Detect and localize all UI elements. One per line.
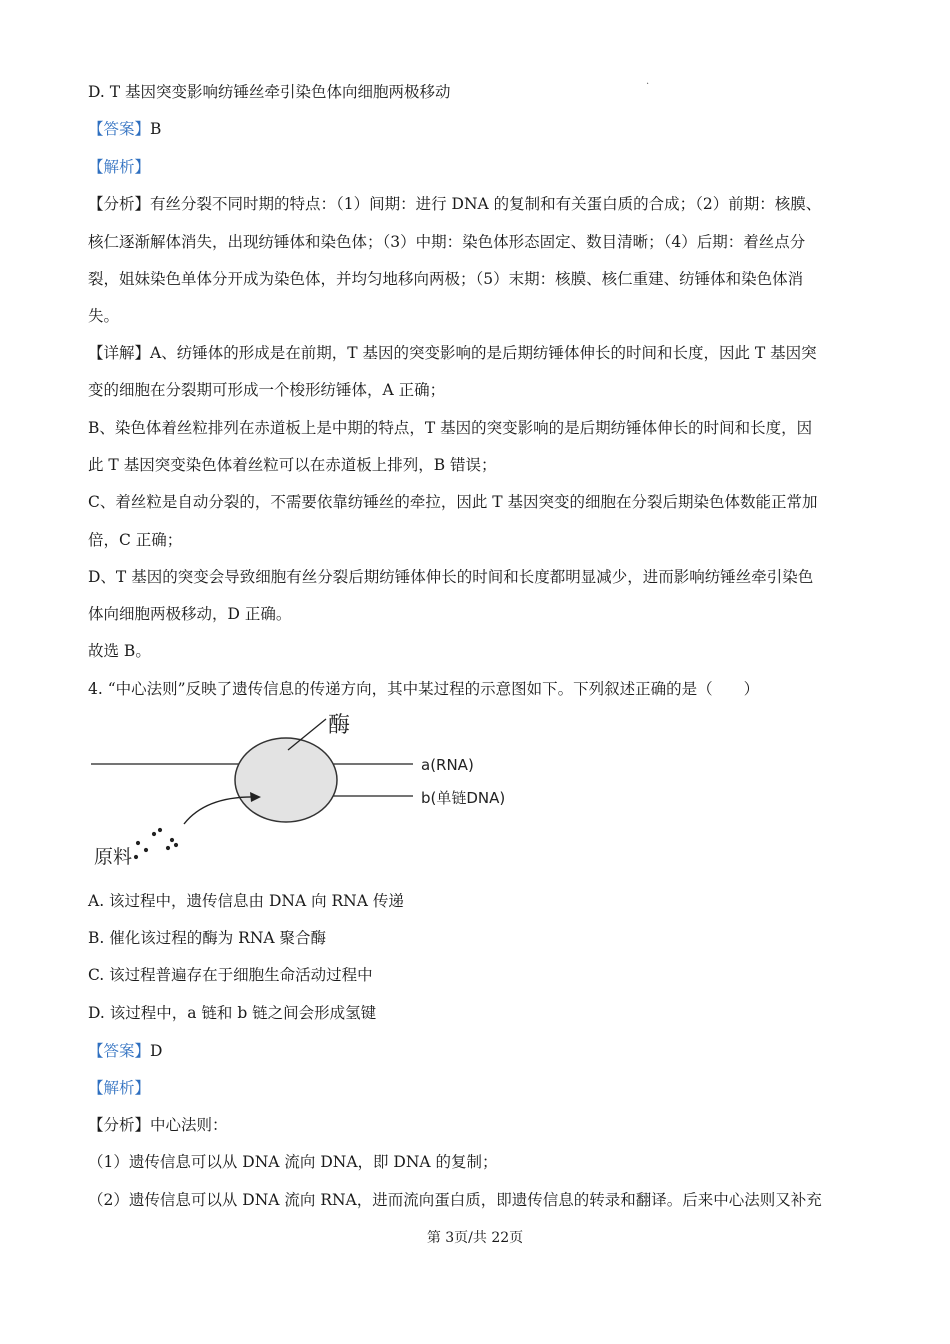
option-a: A. 该过程中，遗传信息由 DNA 向 RNA 传递 bbox=[88, 892, 404, 910]
option-d: D. 该过程中，a 链和 b 链之间会形成氢键 bbox=[88, 1004, 377, 1022]
answer-value: D bbox=[150, 1042, 163, 1060]
raw-material-dots bbox=[134, 828, 178, 859]
detail-tag: 【详解】 bbox=[88, 344, 151, 362]
detail-line-b2: 此 T 基因突变染色体着丝粒可以在赤道板上排列，B 错误； bbox=[88, 456, 497, 474]
answer-tag: 【答案】 bbox=[88, 120, 151, 138]
analysis-text: 中心法则： bbox=[150, 1116, 228, 1134]
explanation-tag-1: 【解析】 bbox=[88, 158, 151, 176]
analysis-tag: 【分析】 bbox=[88, 195, 151, 213]
detail-line-d2: 体向细胞两极移动，D 正确。 bbox=[88, 605, 292, 623]
stray-dot: . bbox=[646, 76, 650, 87]
explanation-tag-2: 【解析】 bbox=[88, 1079, 151, 1097]
answer-2 bbox=[88, 1041, 162, 1061]
analysis-2-line-1 bbox=[88, 1115, 228, 1135]
detail-line-c2: 倍，C 正确； bbox=[88, 531, 183, 549]
answer-value: B bbox=[150, 120, 162, 138]
strand-a-label: a(RNA) bbox=[421, 756, 474, 774]
analysis-2-line-3: （2）遗传信息可以从 DNA 流向 RNA，进而流向蛋白质，即遗传信息的转录和翻译。后来中心法则又补充 bbox=[88, 1191, 822, 1209]
analysis-text: 有丝分裂不同时期的特点：（1）间期：进行 DNA 的复制和有关蛋白质的合成；（2）前期：核膜、 bbox=[150, 195, 822, 213]
conclusion: 故选 B。 bbox=[88, 642, 151, 660]
detail-line-d1: D、T 基因的突变会导致细胞有丝分裂后期纺锤体伸长的时间和长度都明显减少，进而影响纺锤丝牵引染色 bbox=[88, 568, 814, 586]
analysis-tag: 【分析】 bbox=[88, 1116, 151, 1134]
analysis-1-line-3: 裂，姐妹染色单体分开成为染色体，并均匀地移向两极；（5）末期：核膜、核仁重建、纺锤体和染色体消 bbox=[88, 270, 804, 288]
detail-line-a2: 变的细胞在分裂期可形成一个梭形纺锤体，A 正确； bbox=[88, 381, 446, 399]
question-4: 4. “中心法则”反映了遗传信息的传递方向，其中某过程的示意图如下。下列叙述正确的是（ ） bbox=[88, 680, 760, 698]
detail-line-b1: B、染色体着丝粒排列在赤道板上是中期的特点，T 基因的突变影响的是后期纺锤体伸长的时间和长度，因 bbox=[88, 419, 813, 437]
analysis-2-line-2: （1）遗传信息可以从 DNA 流向 DNA，即 DNA 的复制； bbox=[88, 1153, 498, 1171]
transcription-diagram bbox=[88, 712, 548, 882]
option-c: C. 该过程普遍存在于细胞生命活动过程中 bbox=[88, 966, 373, 984]
enzyme-ellipse bbox=[235, 738, 337, 822]
option-d-prev: D. T 基因突变影响纺锤丝牵引染色体向细胞两极移动 bbox=[88, 83, 451, 101]
answer-tag: 【答案】 bbox=[88, 1042, 151, 1060]
enzyme-label: 酶 bbox=[328, 713, 351, 738]
analysis-1-line-1 bbox=[88, 194, 821, 214]
detail-text: A、纺锤体的形成是在前期，T 基因的突变影响的是后期纺锤体伸长的时间和长度，因此 T 基因突 bbox=[150, 344, 817, 362]
raw-material-label: 原料 bbox=[94, 846, 133, 868]
option-b: B. 催化该过程的酶为 RNA 聚合酶 bbox=[88, 929, 327, 947]
strand-b-label: b(单链DNA) bbox=[421, 789, 506, 807]
analysis-1-line-2: 核仁逐渐解体消失，出现纺锤体和染色体；（3）中期：染色体形态固定、数目清晰；（4）后期：着丝点分 bbox=[88, 233, 806, 251]
analysis-1-line-4: 失。 bbox=[88, 307, 120, 325]
page-footer: 第 3页/共 22页 bbox=[426, 1230, 524, 1246]
detail-line-c1: C、着丝粒是自动分裂的，不需要依靠纺锤丝的牵拉，因此 T 基因突变的细胞在分裂后期染色体数能正常加 bbox=[88, 493, 818, 511]
detail-line-a1 bbox=[88, 343, 817, 363]
answer-1 bbox=[88, 119, 161, 139]
